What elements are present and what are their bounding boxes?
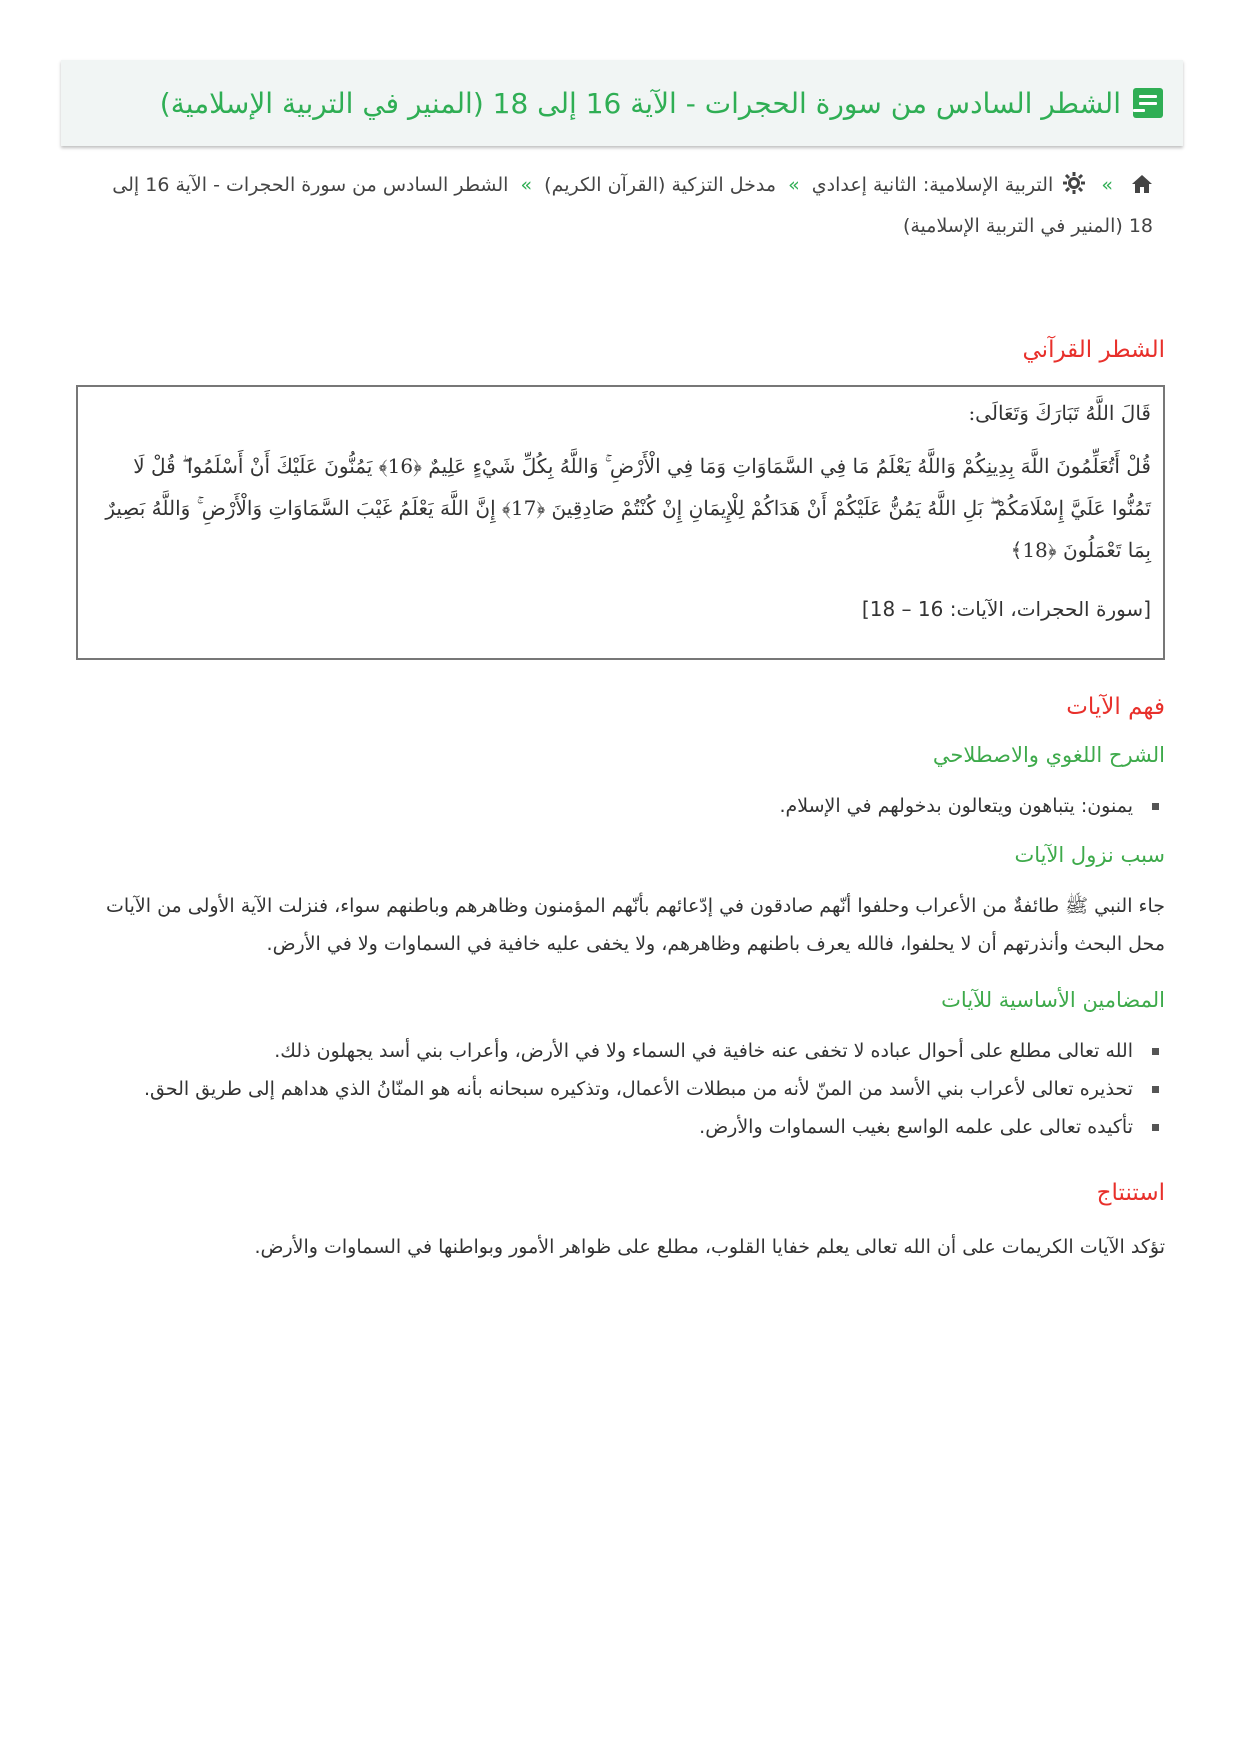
title-bar — [61, 60, 1183, 146]
breadcrumb-separator: » — [1101, 174, 1113, 196]
home-icon[interactable] — [1131, 169, 1153, 207]
conclusion-text: تؤكد الآيات الكريمات على أن الله تعالى يعلم خفايا القلوب، مطلع على ظواهر الأمور وبواطنها في السماوات والأرض. — [254, 1236, 1165, 1258]
sun-icon — [1063, 169, 1085, 207]
lexical-heading: الشرح اللغوي والاصطلاحي — [932, 743, 1165, 767]
themes-list — [80, 1032, 1165, 1146]
occasion-text: جاء النبي ﷺ طائفةٌ من الأعراب وحلفوا أنّهم صادقون في إدّعائهم بأنّهم المؤمنون وظاهرهم وباطنهم سواء، فنزلت الآية الأولى من الآيات محل البحث وأنذرتهم أن لا يحلفوا، فالله يعرف باطنهم وظاهرهم، ولا يخفى عليه خافية في السماوات ولا في الأرض. — [105, 895, 1165, 955]
list-item: تحذيره تعالى لأعراب بني الأسد من المنّ لأنه من مبطلات الأعمال، وتذكيره سبحانه بأنه هو المنّانُ الذي هداهم إلى طريق الحق. — [80, 1070, 1165, 1108]
understanding-heading: فهم الآيات — [1066, 694, 1165, 720]
document-icon — [1133, 88, 1163, 118]
list-item: تأكيده تعالى على علمه الواسع بغيب السماوات والأرض. — [80, 1108, 1165, 1146]
quran-section-heading: الشطر القرآني — [1022, 337, 1165, 363]
list-item: يمنون: يتباهون ويتعالون بدخولهم في الإسلام. — [80, 787, 1165, 825]
breadcrumb-separator: » — [520, 174, 533, 196]
verse-source: [سورة الحجرات، الآيات: 16 – 18] — [861, 597, 1151, 621]
breadcrumb-link-grade[interactable]: التربية الإسلامية: الثانية إعدادي — [811, 174, 1054, 196]
verse-intro: قَالَ اللَّهُ تَبَارَكَ وَتَعَالَى: — [968, 401, 1151, 425]
breadcrumb-link-unit[interactable]: مدخل التزكية (القرآن الكريم) — [544, 174, 777, 196]
lexical-list — [80, 787, 1165, 825]
page-title: الشطر السادس من سورة الحجرات - الآية 16 إلى 18 (المنير في التربية الإسلامية) — [159, 86, 1121, 120]
breadcrumb-current: الشطر السادس من سورة الحجرات - الآية 16 إلى 18 (المنير في التربية الإسلامية) — [112, 174, 1153, 237]
breadcrumb-separator: » — [788, 174, 800, 196]
verse-box — [76, 385, 1165, 660]
conclusion-heading: استنتاج — [1096, 1180, 1165, 1206]
list-item: الله تعالى مطلع على أحوال عباده لا تخفى عنه خافية في السماء ولا في الأرض، وأعراب بني أسد يجهلون ذلك. — [80, 1032, 1165, 1070]
occasion-heading: سبب نزول الآيات — [1014, 843, 1165, 867]
themes-heading: المضامين الأساسية للآيات — [941, 988, 1165, 1012]
verse-text: قُلْ أَتُعَلِّمُونَ اللَّهَ بِدِينِكُمْ وَاللَّهُ يَعْلَمُ مَا فِي السَّمَاوَاتِ وَمَا فِي الْأَرْضِ ۚ وَاللَّهُ بِكُلِّ شَيْءٍ عَلِيمٌ ﴿16﴾ يَمُنُّونَ عَلَيْكَ أَنْ أَسْلَمُوا ۖ قُلْ لَا تَمُنُّوا عَلَيَّ إِسْلَامَكُمْ ۖ بَلِ اللَّهُ يَمُنُّ عَلَيْكُمْ أَنْ هَدَاكُمْ لِلْإِيمَانِ إِنْ كُنْتُمْ صَادِقِينَ ﴿17﴾ إِنَّ اللَّهَ يَعْلَمُ غَيْبَ السَّمَاوَاتِ وَالْأَرْضِ ۚ وَاللَّهُ بَصِيرٌ بِمَا تَعْمَلُونَ ﴿18﴾ — [105, 454, 1151, 562]
breadcrumb — [88, 166, 1153, 245]
